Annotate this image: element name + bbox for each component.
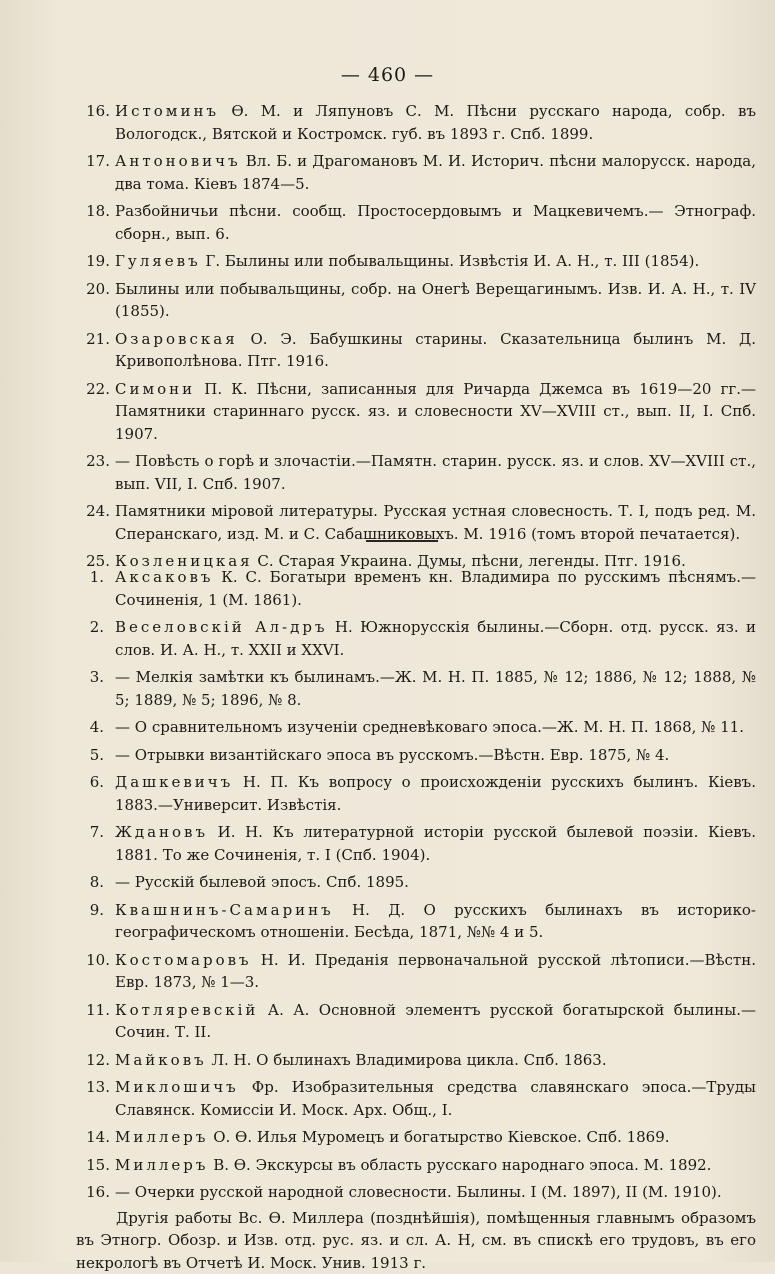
entry-text: — О сравнительномъ изученіи средневѣковаго эпоса.—Ж. М. Н. П. 1868, № 11. — [115, 718, 744, 736]
entry-author: Квашнинъ-Самаринъ — [115, 901, 334, 919]
entry-author: Аксаковъ — [115, 568, 213, 586]
bibliography-entry — [76, 871, 756, 894]
entry-text: Фр. Изобразительныя средства славянскаго эпоса.—Труды Славянск. Комиссіи И. Моск. Арх. Общ., I. — [115, 1078, 756, 1119]
entry-number: 25. — [76, 550, 110, 573]
entry-author: Истоминъ — [115, 102, 219, 120]
entry-number: 10. — [76, 949, 110, 972]
entry-number: 24. — [76, 500, 110, 523]
entry-text: Н. П. Къ вопросу о происхожденіи русскихъ былинъ. Кіевъ. 1883.—Университ. Извѣстія. — [115, 773, 756, 814]
entry-text: Н. И. Преданія первоначальной русской лѣтописи.—Вѣстн. Евр. 1873, № 1—3. — [115, 951, 756, 992]
entry-text: Г. Былины или побывальщины. Извѣстія И. А. Н., т. III (1854). — [201, 252, 700, 270]
entry-number: 2. — [76, 616, 104, 639]
entry-author: Веселовскій Ал-дръ — [115, 618, 328, 636]
bibliography-entry — [76, 771, 756, 816]
entry-text: Разбойничьи пѣсни. сообщ. Простосердовымъ и Мацкевичемъ.— Этнограф. сборн., вып. 6. — [115, 202, 756, 243]
entry-text: П. К. Пѣсни, записанныя для Ричарда Джемса въ 1619—20 гг.— Памятники стариннаго русск. яз. и словесности XV—XVIII ст., вып. II, I. Спб. 1907. — [115, 380, 756, 443]
entry-author: Антоновичъ — [115, 152, 241, 170]
bibliography-entry — [76, 378, 756, 446]
entry-number: 16. — [76, 1181, 110, 1204]
entry-text: Ѳ. М. и Ляпуновъ С. М. Пѣсни русскаго народа, собр. въ Вологодск., Вятской и Костромск. губ. въ 1893 г. Спб. 1899. — [115, 102, 756, 143]
bibliography-entry — [76, 566, 756, 611]
entry-author: Котляревскій — [115, 1001, 258, 1019]
bibliography-entry — [76, 100, 756, 145]
bibliography-entry — [76, 328, 756, 373]
entry-text: — Мелкія замѣтки къ былинамъ.—Ж. М. Н. П. 1885, № 12; 1886, № 12; 1888, № 5; 1889, № 5; 1896, № 8. — [115, 668, 756, 709]
bibliography-entry — [76, 250, 756, 273]
entry-text: Н. Южнорусскія былины.—Сборн. отд. русск. яз. и слов. И. А. Н., т. XXII и XXVI. — [115, 618, 756, 659]
entry-text: Вл. Б. и Драгомановъ М. И. Историч. пѣсни малорусск. народа, два тома. Кіевъ 1874—5. — [115, 152, 756, 193]
entry-author: Ждановъ — [115, 823, 208, 841]
entry-text: — Отрывки византійскаго эпоса въ русскомъ.—Вѣстн. Евр. 1875, № 4. — [115, 746, 669, 764]
bibliography-entry — [76, 150, 756, 195]
section-divider — [366, 540, 438, 542]
entry-author: Симони — [115, 380, 195, 398]
entry-number: 20. — [76, 278, 110, 301]
entry-number: 14. — [76, 1126, 110, 1149]
entry-author: Майковъ — [115, 1051, 207, 1069]
entry-text: — Повѣсть о горѣ и злочастіи.—Памятн. старин. русск. яз. и слов. XV—XVIII ст., вып. VII, I. Спб. 1907. — [115, 452, 756, 493]
entry-text: Былины или побывальщины, собр. на Онегѣ Верещагинымъ. Изв. И. А. Н., т. IV (1855). — [115, 280, 756, 321]
bibliography-entry — [76, 716, 756, 739]
entry-text: К. С. Богатыри временъ кн. Владимира по русскимъ пѣснямъ.— Сочиненія, 1 (М. 1861). — [115, 568, 756, 609]
bibliography-entry — [76, 1076, 756, 1121]
bibliography-entry — [76, 821, 756, 866]
bibliography-list-studies — [76, 566, 756, 1274]
bibliography-entry — [76, 1181, 756, 1204]
entry-number: 17. — [76, 150, 110, 173]
bibliography-entry — [76, 1126, 756, 1149]
closing-note: Другія работы Вс. Ѳ. Миллера (позднѣйшія), помѣщенныя главнымъ образомъ въ Этногр. Обозр. и Изв. отд. рус. яз. и сл. А. Н, см. въ спискѣ его трудовъ, въ его некрологѣ въ Отчетѣ И. Моск. Унив. 1913 г. — [76, 1207, 756, 1274]
entry-number: 7. — [76, 821, 104, 844]
entry-number: 8. — [76, 871, 104, 894]
entry-text: О. Э. Бабушкины старины. Сказательница былинъ М. Д. Кривополѣнова. Птг. 1916. — [115, 330, 756, 371]
bibliography-entry — [76, 1049, 756, 1072]
bibliography-entry — [76, 949, 756, 994]
bibliography-entry — [76, 744, 756, 767]
entry-number: 13. — [76, 1076, 110, 1099]
entry-number: 21. — [76, 328, 110, 351]
bibliography-entry — [76, 666, 756, 711]
entry-text: — Очерки русской народной словесности. Былины. I (М. 1897), II (М. 1910). — [115, 1183, 722, 1201]
entry-number: 12. — [76, 1049, 110, 1072]
bibliography-entry — [76, 200, 756, 245]
entry-text: Н. Д. О русскихъ былинахъ въ историко-географическомъ отношеніи. Бесѣда, 1871, №№ 4 и 5. — [115, 901, 756, 942]
entry-author: Гуляевъ — [115, 252, 201, 270]
bibliography-entry — [76, 616, 756, 661]
entry-author: Миллеръ — [115, 1128, 208, 1146]
bibliography-entry — [76, 450, 756, 495]
entry-text: Памятники мiровой литературы. Русская устная словесность. Т. I, подъ ред. М. Сперанскаго, изд. М. и С. Сабашниковыхъ. М. 1916 (томъ второй печатается). — [115, 502, 756, 543]
entry-number: 16. — [76, 100, 110, 123]
entry-text: О. Ѳ. Илья Муромецъ и богатырство Кіевское. Спб. 1869. — [208, 1128, 669, 1146]
entry-number: 1. — [76, 566, 104, 589]
entry-text: Л. Н. О былинахъ Владимирова цикла. Спб. 1863. — [207, 1051, 607, 1069]
entry-number: 3. — [76, 666, 104, 689]
entry-author: Миклошичъ — [115, 1078, 239, 1096]
entry-number: 9. — [76, 899, 104, 922]
bibliography-entry — [76, 899, 756, 944]
entry-number: 11. — [76, 999, 110, 1022]
entry-number: 6. — [76, 771, 104, 794]
entry-text: — Русскій былевой эпосъ. Спб. 1895. — [115, 873, 409, 891]
bibliography-entry — [76, 500, 756, 545]
entry-number: 22. — [76, 378, 110, 401]
entry-number: 19. — [76, 250, 110, 273]
entry-author: Дашкевичъ — [115, 773, 233, 791]
bibliography-entry — [76, 999, 756, 1044]
entry-text: С. Старая Украина. Думы, пѣсни, легенды. Птг. 1916. — [253, 552, 686, 570]
entry-number: 4. — [76, 716, 104, 739]
entry-author: Костомаровъ — [115, 951, 252, 969]
entry-text: И. Н. Къ литературной исторіи русской былевой поэзіи. Кіевъ. 1881. То же Сочиненія, т. I (Спб. 1904). — [115, 823, 756, 864]
entry-text: В. Ѳ. Экскурсы въ область русскаго народнаго эпоса. М. 1892. — [208, 1156, 711, 1174]
entry-number: 15. — [76, 1154, 110, 1177]
entry-author: Миллеръ — [115, 1156, 208, 1174]
entry-author: Козленицкая — [115, 552, 253, 570]
entry-text: А. А. Основной элементъ русской богатырской былины.— Сочин. Т. II. — [115, 1001, 756, 1042]
entry-number: 18. — [76, 200, 110, 223]
bibliography-entry — [76, 1154, 756, 1177]
entry-number: 23. — [76, 450, 110, 473]
bibliography-list-sources — [76, 100, 756, 578]
page-number: — 460 — — [0, 64, 775, 86]
bibliography-entry — [76, 278, 756, 323]
entry-author: Озаровская — [115, 330, 238, 348]
entry-number: 5. — [76, 744, 104, 767]
